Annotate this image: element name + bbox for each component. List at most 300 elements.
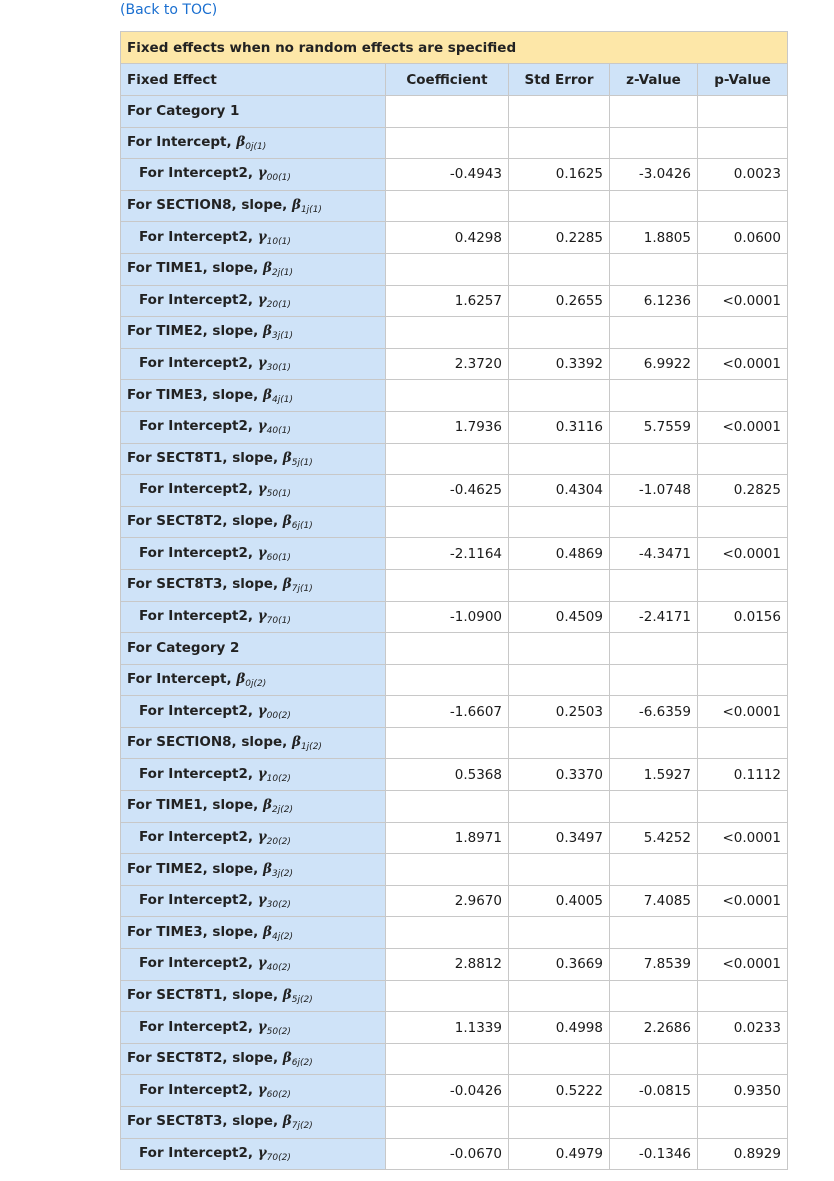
effect-name: For Intercept2, (139, 1144, 258, 1161)
greek-symbol: γ (257, 544, 267, 561)
effect-name: For Intercept2, (139, 1081, 258, 1098)
symbol-subscript: 7j(2) (291, 1121, 313, 1132)
fixed-effect-label (121, 885, 386, 917)
p-value-cell: 0.0600 (698, 222, 788, 254)
symbol-subscript: 0j(1) (245, 141, 267, 152)
p-value-cell: <0.0001 (698, 348, 788, 380)
p-value-cell (698, 917, 788, 949)
fixed-effect-label (121, 727, 386, 759)
z-value-cell (610, 917, 698, 949)
fixed-effect-label (121, 127, 386, 159)
std-error-cell (509, 380, 610, 412)
std-error-cell (509, 664, 610, 696)
p-value-cell: 0.0156 (698, 601, 788, 633)
greek-symbol: β (282, 1113, 292, 1130)
p-value-cell: 0.1112 (698, 759, 788, 791)
z-value-cell: 5.4252 (610, 822, 698, 854)
p-value-cell: 0.2825 (698, 475, 788, 507)
greek-symbol: β (282, 576, 292, 593)
symbol-subscript: 30(1) (266, 363, 291, 374)
fixed-effect-label (121, 285, 386, 317)
coefficient-cell: -0.0426 (386, 1075, 509, 1107)
std-error-cell: 0.4869 (509, 538, 610, 570)
z-value-cell: -3.0426 (610, 159, 698, 191)
table-row (121, 949, 788, 981)
fixed-effect-label (121, 822, 386, 854)
effect-name: For Intercept2, (139, 607, 258, 624)
symbol-subscript: 6j(2) (291, 1058, 313, 1069)
coefficient-cell (386, 443, 509, 475)
symbol-subscript: 20(2) (266, 836, 291, 847)
symbol-subscript: 5j(1) (291, 457, 313, 468)
p-value-cell (698, 664, 788, 696)
symbol-subscript: 6j(1) (291, 521, 313, 532)
symbol-subscript: 4j(1) (271, 394, 293, 405)
std-error-cell: 0.3392 (509, 348, 610, 380)
coefficient-cell (386, 854, 509, 886)
fixed-effect-label (121, 475, 386, 507)
effect-name: For Intercept2, (139, 544, 258, 561)
p-value-cell (698, 127, 788, 159)
table-row (121, 1138, 788, 1170)
fixed-effect-label (121, 190, 386, 222)
effect-name: For Category 2 (127, 640, 240, 657)
p-value-cell (698, 443, 788, 475)
symbol-subscript: 4j(2) (271, 931, 293, 942)
std-error-cell: 0.3116 (509, 411, 610, 443)
std-error-cell: 0.3669 (509, 949, 610, 981)
coefficient-cell (386, 506, 509, 538)
table-row (121, 759, 788, 791)
table-row (121, 222, 788, 254)
std-error-cell: 0.2655 (509, 285, 610, 317)
symbol-subscript: 20(1) (266, 299, 291, 310)
table-row (121, 380, 788, 412)
symbol-subscript: 50(2) (266, 1026, 291, 1037)
coefficient-cell: 2.3720 (386, 348, 509, 380)
coefficient-cell: 0.5368 (386, 759, 509, 791)
z-value-cell (610, 380, 698, 412)
column-header-std-error: Std Error (509, 64, 610, 96)
table-row (121, 475, 788, 507)
fixed-effect-label (121, 917, 386, 949)
table-row (121, 664, 788, 696)
greek-symbol: β (263, 860, 272, 877)
table-row (121, 854, 788, 886)
effect-name: For SECT8T2, slope, (127, 1050, 283, 1067)
effect-name: For Intercept2, (139, 702, 258, 719)
greek-symbol: β (263, 323, 272, 340)
symbol-subscript: 3j(1) (271, 331, 293, 342)
p-value-cell (698, 317, 788, 349)
symbol-subscript: 0j(2) (245, 678, 267, 689)
coefficient-cell (386, 633, 509, 665)
p-value-cell: <0.0001 (698, 822, 788, 854)
symbol-subscript: 2j(1) (271, 268, 293, 279)
z-value-cell: 6.1236 (610, 285, 698, 317)
std-error-cell: 0.4509 (509, 601, 610, 633)
effect-name: For TIME2, slope, (127, 860, 264, 877)
std-error-cell: 0.1625 (509, 159, 610, 191)
fixed-effects-table (120, 31, 788, 1170)
p-value-cell: <0.0001 (698, 285, 788, 317)
effect-name: For Intercept2, (139, 355, 258, 372)
coefficient-cell (386, 190, 509, 222)
symbol-subscript: 7j(1) (291, 584, 313, 595)
fixed-effect-label (121, 1075, 386, 1107)
fixed-effect-label (121, 253, 386, 285)
std-error-cell: 0.5222 (509, 1075, 610, 1107)
std-error-cell: 0.3370 (509, 759, 610, 791)
p-value-cell: 0.0233 (698, 1012, 788, 1044)
std-error-cell (509, 1107, 610, 1139)
effect-name: For TIME1, slope, (127, 797, 264, 814)
table-row (121, 980, 788, 1012)
table-row (121, 285, 788, 317)
coefficient-cell: -2.1164 (386, 538, 509, 570)
coefficient-cell: -0.4943 (386, 159, 509, 191)
effect-name: For TIME2, slope, (127, 323, 264, 340)
coefficient-cell: 1.6257 (386, 285, 509, 317)
z-value-cell (610, 190, 698, 222)
std-error-cell: 0.4304 (509, 475, 610, 507)
coefficient-cell: -1.6607 (386, 696, 509, 728)
effect-name: For Intercept2, (139, 481, 258, 498)
column-header-coefficient: Coefficient (386, 64, 509, 96)
fixed-effect-label (121, 411, 386, 443)
greek-symbol: β (236, 670, 246, 687)
effect-name: For Intercept2, (139, 228, 258, 245)
z-value-cell (610, 506, 698, 538)
std-error-cell (509, 96, 610, 128)
column-header-p-value: p-Value (698, 64, 788, 96)
greek-symbol: γ (257, 355, 267, 372)
greek-symbol: β (282, 1050, 292, 1067)
coefficient-cell: 1.1339 (386, 1012, 509, 1044)
p-value-cell (698, 569, 788, 601)
table-row (121, 317, 788, 349)
fixed-effect-label (121, 222, 386, 254)
table-row (121, 1012, 788, 1044)
effect-name: For Intercept2, (139, 1018, 258, 1035)
p-value-cell: <0.0001 (698, 538, 788, 570)
table-row (121, 159, 788, 191)
fixed-effect-label (121, 759, 386, 791)
fixed-effect-label (121, 96, 386, 128)
z-value-cell (610, 443, 698, 475)
fixed-effect-label (121, 569, 386, 601)
effect-name: For TIME3, slope, (127, 386, 264, 403)
table-row (121, 1043, 788, 1075)
greek-symbol: β (291, 734, 301, 751)
coefficient-cell: -0.4625 (386, 475, 509, 507)
effect-name: For Intercept2, (139, 765, 258, 782)
coefficient-cell (386, 96, 509, 128)
symbol-subscript: 10(2) (266, 773, 291, 784)
effect-name: For SECTION8, slope, (127, 197, 292, 214)
table-row (121, 538, 788, 570)
greek-symbol: γ (257, 828, 267, 845)
table-row (121, 253, 788, 285)
z-value-cell (610, 1043, 698, 1075)
symbol-subscript: 2j(2) (271, 805, 293, 816)
coefficient-cell: -0.0670 (386, 1138, 509, 1170)
effect-name: For Category 1 (127, 103, 240, 120)
coefficient-cell (386, 1043, 509, 1075)
greek-symbol: β (282, 986, 292, 1003)
p-value-cell: 0.9350 (698, 1075, 788, 1107)
effect-name: For TIME1, slope, (127, 260, 264, 277)
fixed-effect-label (121, 538, 386, 570)
symbol-subscript: 40(2) (266, 963, 291, 974)
z-value-cell (610, 727, 698, 759)
table-row (121, 190, 788, 222)
greek-symbol: γ (257, 765, 267, 782)
table-row (121, 506, 788, 538)
table-row (121, 569, 788, 601)
p-value-cell: 0.8929 (698, 1138, 788, 1170)
table-row (121, 727, 788, 759)
symbol-subscript: 40(1) (266, 426, 291, 437)
std-error-cell (509, 569, 610, 601)
symbol-subscript: 5j(2) (291, 994, 313, 1005)
table-row (121, 1075, 788, 1107)
table-row (121, 791, 788, 823)
p-value-cell: 0.0023 (698, 159, 788, 191)
z-value-cell (610, 317, 698, 349)
coefficient-cell (386, 127, 509, 159)
greek-symbol: β (291, 197, 301, 214)
z-value-cell: -2.4171 (610, 601, 698, 633)
table-row (121, 696, 788, 728)
p-value-cell (698, 96, 788, 128)
z-value-cell: 5.7559 (610, 411, 698, 443)
std-error-cell: 0.4005 (509, 885, 610, 917)
fixed-effect-label (121, 601, 386, 633)
effect-name: For Intercept2, (139, 418, 258, 435)
symbol-subscript: 70(1) (266, 615, 291, 626)
std-error-cell (509, 127, 610, 159)
fixed-effect-label (121, 1012, 386, 1044)
std-error-cell (509, 253, 610, 285)
fixed-effect-label (121, 696, 386, 728)
greek-symbol: γ (257, 291, 267, 308)
greek-symbol: γ (257, 1144, 267, 1161)
greek-symbol: β (263, 797, 272, 814)
fixed-effect-label (121, 506, 386, 538)
greek-symbol: β (263, 386, 272, 403)
z-value-cell: -0.0815 (610, 1075, 698, 1107)
z-value-cell (610, 791, 698, 823)
coefficient-cell: 1.8971 (386, 822, 509, 854)
std-error-cell (509, 443, 610, 475)
z-value-cell: 7.4085 (610, 885, 698, 917)
greek-symbol: β (236, 133, 246, 150)
z-value-cell (610, 96, 698, 128)
z-value-cell: 2.2686 (610, 1012, 698, 1044)
greek-symbol: γ (257, 1018, 267, 1035)
coefficient-cell (386, 317, 509, 349)
effect-name: For SECT8T3, slope, (127, 576, 283, 593)
symbol-subscript: 00(1) (266, 173, 291, 184)
std-error-cell (509, 854, 610, 886)
std-error-cell (509, 506, 610, 538)
greek-symbol: γ (257, 1081, 267, 1098)
effect-name: For Intercept, (127, 133, 237, 150)
std-error-cell (509, 791, 610, 823)
symbol-subscript: 50(1) (266, 489, 291, 500)
std-error-cell (509, 190, 610, 222)
z-value-cell: -1.0748 (610, 475, 698, 507)
p-value-cell (698, 633, 788, 665)
greek-symbol: γ (257, 892, 267, 909)
table-row (121, 96, 788, 128)
p-value-cell (698, 980, 788, 1012)
symbol-subscript: 60(1) (266, 552, 291, 563)
std-error-cell (509, 633, 610, 665)
coefficient-cell: 0.4298 (386, 222, 509, 254)
fixed-effect-label (121, 348, 386, 380)
coefficient-cell: 2.8812 (386, 949, 509, 981)
back-to-toc-link[interactable]: (Back to TOC) (120, 2, 218, 18)
table-row (121, 822, 788, 854)
p-value-cell (698, 253, 788, 285)
effect-name: For Intercept, (127, 670, 237, 687)
table-row (121, 443, 788, 475)
p-value-cell: <0.0001 (698, 411, 788, 443)
coefficient-cell (386, 380, 509, 412)
fixed-effect-label (121, 664, 386, 696)
effect-name: For Intercept2, (139, 828, 258, 845)
z-value-cell: 1.8805 (610, 222, 698, 254)
fixed-effect-label (121, 1107, 386, 1139)
z-value-cell (610, 664, 698, 696)
table-row (121, 127, 788, 159)
std-error-cell: 0.4998 (509, 1012, 610, 1044)
p-value-cell (698, 1107, 788, 1139)
coefficient-cell: 1.7936 (386, 411, 509, 443)
greek-symbol: γ (257, 165, 267, 182)
effect-name: For SECT8T2, slope, (127, 513, 283, 530)
coefficient-cell: -1.0900 (386, 601, 509, 633)
coefficient-cell (386, 1107, 509, 1139)
fixed-effect-label (121, 1138, 386, 1170)
p-value-cell (698, 506, 788, 538)
symbol-subscript: 3j(2) (271, 868, 293, 879)
table-row (121, 885, 788, 917)
table-row (121, 917, 788, 949)
fixed-effect-label (121, 317, 386, 349)
effect-name: For SECT8T1, slope, (127, 986, 283, 1003)
fixed-effect-label (121, 633, 386, 665)
symbol-subscript: 10(1) (266, 236, 291, 247)
z-value-cell (610, 127, 698, 159)
symbol-subscript: 1j(2) (300, 742, 322, 753)
symbol-subscript: 1j(1) (300, 205, 322, 216)
greek-symbol: β (263, 923, 272, 940)
fixed-effect-label (121, 443, 386, 475)
fixed-effect-label (121, 1043, 386, 1075)
fixed-effect-label (121, 380, 386, 412)
column-header-fixed-effect: Fixed Effect (121, 64, 386, 96)
z-value-cell: -0.1346 (610, 1138, 698, 1170)
fixed-effect-label (121, 854, 386, 886)
p-value-cell (698, 1043, 788, 1075)
symbol-subscript: 30(2) (266, 900, 291, 911)
greek-symbol: γ (257, 955, 267, 972)
z-value-cell: 1.5927 (610, 759, 698, 791)
coefficient-cell (386, 253, 509, 285)
effect-name: For SECT8T1, slope, (127, 449, 283, 466)
table-row (121, 348, 788, 380)
table-row (121, 411, 788, 443)
z-value-cell (610, 569, 698, 601)
effect-name: For Intercept2, (139, 955, 258, 972)
p-value-cell (698, 380, 788, 412)
greek-symbol: β (282, 513, 292, 530)
z-value-cell (610, 633, 698, 665)
symbol-subscript: 70(2) (266, 1152, 291, 1163)
symbol-subscript: 00(2) (266, 710, 291, 721)
effect-name: For TIME3, slope, (127, 923, 264, 940)
coefficient-cell (386, 791, 509, 823)
std-error-cell (509, 317, 610, 349)
std-error-cell: 0.4979 (509, 1138, 610, 1170)
p-value-cell (698, 190, 788, 222)
p-value-cell (698, 854, 788, 886)
effect-name: For Intercept2, (139, 892, 258, 909)
std-error-cell (509, 980, 610, 1012)
z-value-cell (610, 1107, 698, 1139)
fixed-effect-label (121, 980, 386, 1012)
symbol-subscript: 60(2) (266, 1089, 291, 1100)
p-value-cell (698, 791, 788, 823)
coefficient-cell (386, 917, 509, 949)
effect-name: For Intercept2, (139, 291, 258, 308)
greek-symbol: γ (257, 702, 267, 719)
std-error-cell: 0.2285 (509, 222, 610, 254)
effect-name: For SECTION8, slope, (127, 734, 292, 751)
effect-name: For SECT8T3, slope, (127, 1113, 283, 1130)
table-row (121, 633, 788, 665)
table-title: Fixed effects when no random effects are specified (121, 32, 788, 64)
greek-symbol: γ (257, 418, 267, 435)
std-error-cell: 0.2503 (509, 696, 610, 728)
std-error-cell (509, 917, 610, 949)
p-value-cell: <0.0001 (698, 949, 788, 981)
greek-symbol: β (282, 449, 292, 466)
coefficient-cell (386, 569, 509, 601)
coefficient-cell (386, 727, 509, 759)
column-header-z-value: z-Value (610, 64, 698, 96)
fixed-effect-label (121, 159, 386, 191)
p-value-cell: <0.0001 (698, 696, 788, 728)
p-value-cell (698, 727, 788, 759)
fixed-effect-label (121, 791, 386, 823)
z-value-cell (610, 253, 698, 285)
z-value-cell: -6.6359 (610, 696, 698, 728)
z-value-cell: 7.8539 (610, 949, 698, 981)
effect-name: For Intercept2, (139, 165, 258, 182)
z-value-cell (610, 854, 698, 886)
std-error-cell (509, 727, 610, 759)
table-row (121, 601, 788, 633)
fixed-effect-label (121, 949, 386, 981)
p-value-cell: <0.0001 (698, 885, 788, 917)
greek-symbol: γ (257, 481, 267, 498)
coefficient-cell: 2.9670 (386, 885, 509, 917)
z-value-cell (610, 980, 698, 1012)
